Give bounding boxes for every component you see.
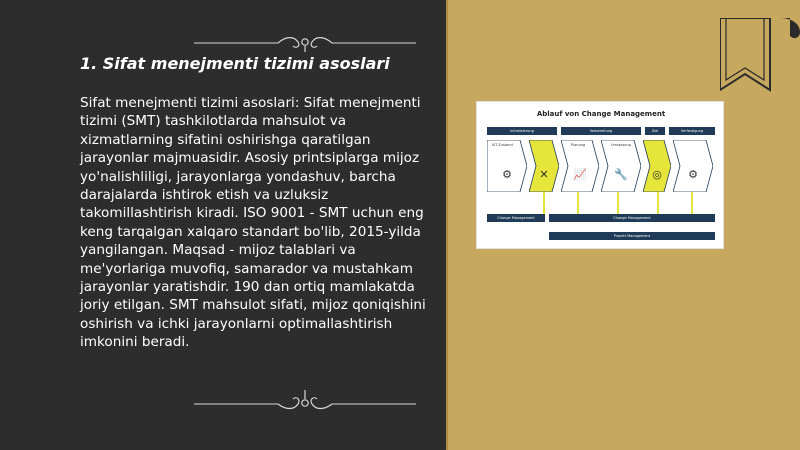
gears-icon: ⚙	[688, 168, 698, 181]
slide-body-text: Sifat menejmenti tizimi asoslari: Sifat menejmenti tizimi (SMT) tashkilotlarda mahsulot va xizmatlarning sifatini oshirishga qaratilgan jarayonlar majmuasidir. Asosiy printsiplarga mijoz yo'nalishliligi, jarayonlarga yondashuv, barcha darajalarda ishtirok etish va uzluksiz takomillashtirish kiradi. ISO 9001 - SMT uchun eng keng tarqalgan xalqaro standart bo'lib, 2015-yilda yangilangan. Maqsad - mijoz talablari va me'yorlariga muvofiq, samarador va mustahkam jarayonlar yaratishdir. 190 dan ortiq mamlakatda joriy etilgan. SMT mahsulot sifati, mijoz qoniqishini oshirish va ichki jarayonlarni optimallashtirish imkonini beradi.	[80, 95, 426, 351]
process-stage	[529, 140, 559, 192]
figure-header-phase: Vorbereitung	[561, 127, 641, 135]
target-icon: ◎	[652, 168, 662, 181]
slide-title: 1. Sifat menejmenti tizimi asoslari	[80, 54, 390, 73]
connector-line	[543, 192, 545, 214]
connector-line	[691, 192, 693, 214]
figure-title: Ablauf von Change Management	[536, 110, 666, 118]
process-stage	[673, 140, 713, 192]
stage-label: IST-Zustand	[492, 143, 513, 147]
change-management-bar: Change Management	[487, 214, 545, 222]
connector-line	[617, 192, 619, 214]
panel-divider	[446, 0, 448, 450]
chart-up-icon: 📈	[573, 168, 587, 181]
process-stage	[561, 140, 599, 192]
process-stage	[487, 140, 527, 192]
figure-header-phase: Initialisierung	[487, 127, 557, 135]
change-management-bar: Change Management	[549, 214, 715, 222]
figure-header-phase: Verfestigung	[669, 127, 715, 135]
stage-label: Planung	[571, 143, 586, 147]
change-management-figure	[476, 101, 724, 249]
gear-icon: ⚙	[502, 168, 512, 181]
connector-line	[577, 192, 579, 214]
shuffle-icon: ✕	[539, 168, 549, 181]
figure-header-phase: Ziel	[645, 127, 665, 135]
connector-line	[657, 192, 659, 214]
wrench-icon: 🔧	[614, 168, 628, 181]
process-stage	[601, 140, 641, 192]
stage-label: Umsetzung	[611, 143, 631, 147]
top-ornament-icon	[190, 34, 420, 52]
process-stage	[643, 140, 671, 192]
project-management-bar: Projekt Management	[549, 232, 715, 240]
bookmark-ribbon-icon	[720, 18, 800, 98]
bottom-ornament-icon	[190, 390, 420, 410]
